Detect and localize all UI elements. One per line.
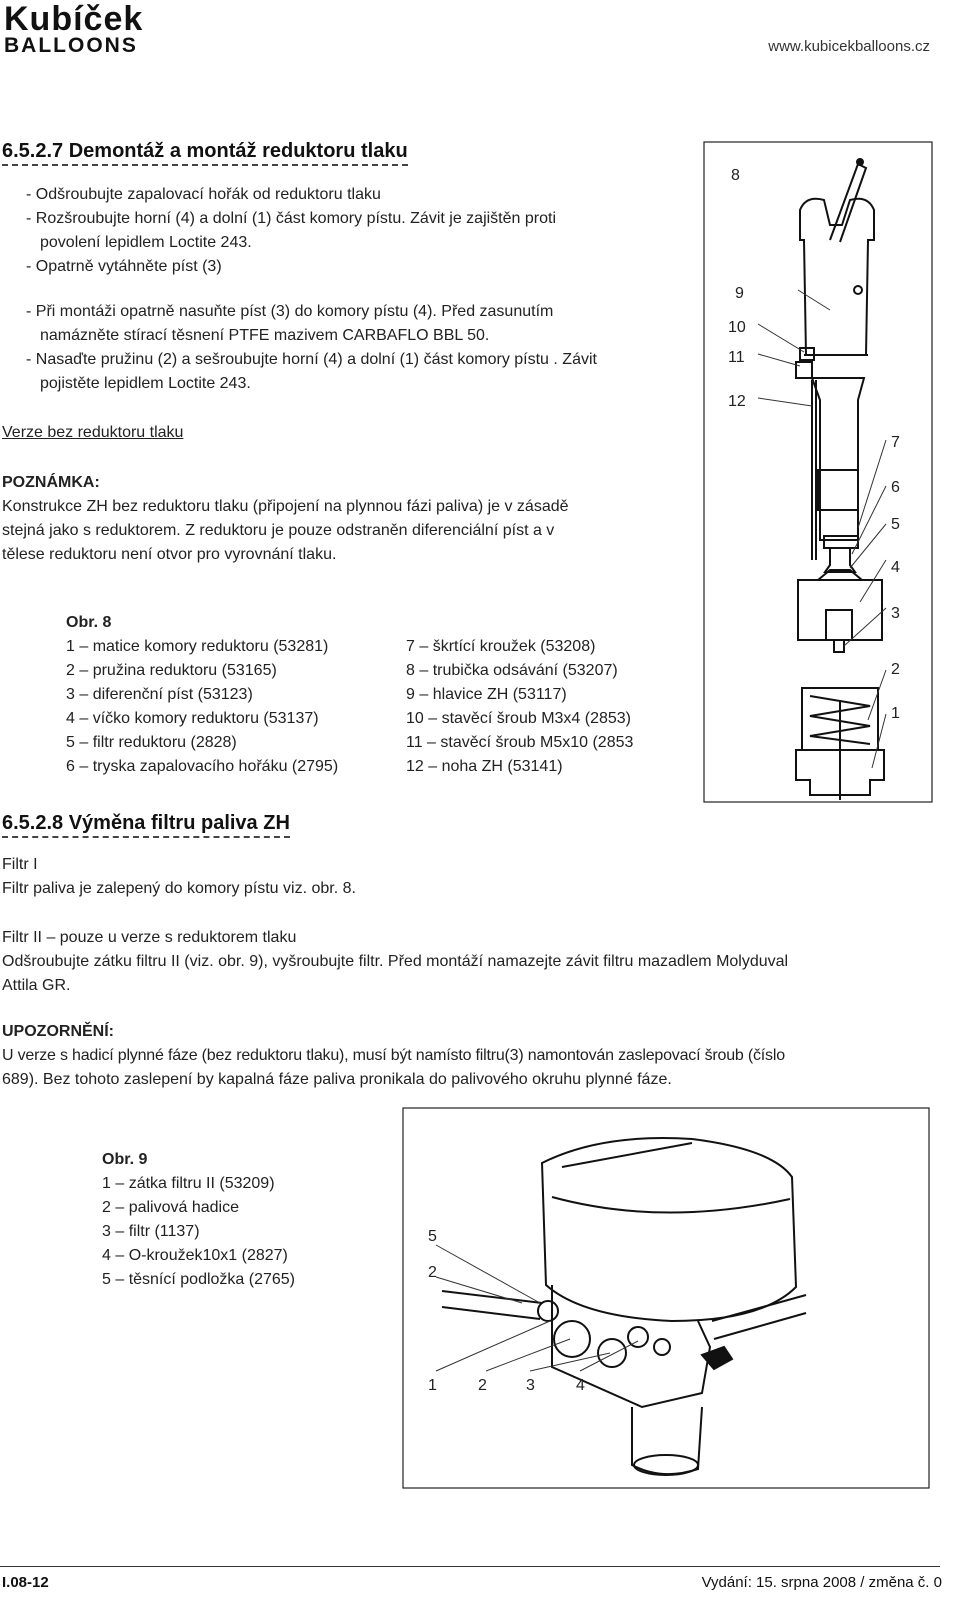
website-url[interactable]: www.kubicekballoons.cz [768, 38, 930, 55]
fig8-callout: 11 [728, 349, 745, 366]
fig9-item: 3 – filtr (1137) [102, 1223, 200, 1240]
fig8-item: 4 – víčko komory reduktoru (53137) [66, 710, 319, 727]
note-line: tělese reduktoru není otvor pro vyrovnání tlaku. [2, 546, 337, 563]
filter1-heading: Filtr I [2, 856, 38, 873]
instruction-line: - Nasaďte pružinu (2) a sešroubujte horní (4) a dolní (1) část komory pístu . Závit [26, 351, 597, 368]
filter1-text: Filtr paliva je zalepený do komory pístu viz. obr. 8. [2, 880, 356, 897]
fig9-callout: 2 [428, 1264, 437, 1281]
fig9-callout: 4 [576, 1377, 585, 1394]
logo-wordmark: Kubíček [4, 0, 144, 38]
note-heading: POZNÁMKA: [2, 474, 100, 491]
fig8-item: 10 – stavěcí šroub M3x4 (2853) [406, 710, 632, 727]
instruction-line: namázněte stírací těsnení PTFE mazivem CARBAFLO BBL 50. [40, 327, 490, 344]
fig8-item: 12 – noha ZH (53141) [406, 758, 563, 775]
filter2-line: Attila GR. [2, 977, 71, 994]
fig9-title: Obr. 9 [102, 1151, 148, 1168]
fig9-item: 5 – těsnící podložka (2765) [102, 1271, 296, 1288]
note-line: stejná jako s reduktorem. Z reduktoru je pouze odstraněn diferenciální píst a v [2, 522, 555, 539]
fig8-callout: 9 [735, 285, 744, 302]
fig9-item: 1 – zátka filtru II (53209) [102, 1175, 275, 1192]
section-title-reducer: 6.5.2.7 Demontáž a montáž reduktoru tlaku [2, 140, 408, 166]
fig8-item: 1 – matice komory reduktoru (53281) [66, 638, 329, 655]
figure-9-drawing [402, 1107, 932, 1490]
fig8-callout: 6 [891, 479, 900, 496]
instruction-line: povolení lepidlem Loctite 243. [40, 234, 252, 251]
filter2-line: Odšroubujte zátku filtru II (viz. obr. 9), vyšroubujte filtr. Před montáží namazejte závit filtru mazadlem Molyduval [2, 953, 789, 970]
fig8-item: 3 – diferenční píst (53123) [66, 686, 253, 703]
warning-line: 689). Bez tohoto zaslepení by kapalná fáze paliva pronikala do palivového okruhu plynné fáze. [2, 1071, 672, 1088]
fig9-callout: 1 [428, 1377, 437, 1394]
fig8-callout: 10 [728, 319, 746, 336]
instruction-line: - Při montáži opatrně nasuňte píst (3) do komory pístu (4). Před zasunutím [26, 303, 554, 320]
fig8-callout: 3 [891, 605, 900, 622]
instruction-line: pojistěte lepidlem Loctite 243. [40, 375, 251, 392]
fig8-item: 5 – filtr reduktoru (2828) [66, 734, 237, 751]
fig8-callout: 8 [731, 167, 740, 184]
fig8-item: 9 – hlavice ZH (53117) [406, 686, 567, 703]
warning-heading: UPOZORNĚNÍ: [2, 1023, 114, 1040]
footer-issue: Vydání: 15. srpna 2008 / změna č. 0 [701, 1574, 942, 1591]
fig9-callout: 5 [428, 1228, 437, 1245]
figure-8-drawing [700, 140, 940, 805]
fig8-callout: 7 [891, 434, 900, 451]
fig8-item: 8 – trubička odsávání (53207) [406, 662, 618, 679]
warning-line: U verze s hadicí plynné fáze (bez reduktoru tlaku), musí být namísto filtru(3) namontován zaslepovací šroub (číslo [2, 1047, 785, 1064]
fig8-callout: 4 [891, 559, 900, 576]
filter2-heading: Filtr II – pouze u verze s reduktorem tlaku [2, 929, 297, 946]
fig8-callout: 12 [728, 393, 746, 410]
fig8-callout: 1 [891, 705, 900, 722]
instruction-line: - Odšroubujte zapalovací hořák od reduktoru tlaku [26, 186, 381, 203]
note-line: Konstrukce ZH bez reduktoru tlaku (připojení na plynnou fázi paliva) je v zásadě [2, 498, 569, 515]
fig8-item: 2 – pružina reduktoru (53165) [66, 662, 277, 679]
footer-page-id: I.08-12 [2, 1574, 49, 1591]
fig8-item: 11 – stavěcí šroub M5x10 (2853 [406, 734, 634, 751]
fig9-item: 4 – O-kroužek10x1 (2827) [102, 1247, 288, 1264]
instruction-line: - Opatrně vytáhněte píst (3) [26, 258, 222, 275]
fig8-item: 7 – škrtící kroužek (53208) [406, 638, 596, 655]
fig9-item: 2 – palivová hadice [102, 1199, 239, 1216]
fig8-callout: 2 [891, 661, 900, 678]
logo-subtitle: BALLOONS [4, 34, 138, 57]
fig9-callout: 3 [526, 1377, 535, 1394]
instruction-line: - Rozšroubujte horní (4) a dolní (1) část komory pístu. Závit je zajištěn proti [26, 210, 556, 227]
section-title-filter: 6.5.2.8 Výměna filtru paliva ZH [2, 812, 290, 838]
fig9-callout: 2 [478, 1377, 487, 1394]
fig8-callout: 5 [891, 516, 900, 533]
footer-rule [0, 1566, 940, 1567]
fig8-item: 6 – tryska zapalovacího hořáku (2795) [66, 758, 339, 775]
fig8-title: Obr. 8 [66, 614, 112, 631]
variant-heading: Verze bez reduktoru tlaku [2, 424, 184, 441]
